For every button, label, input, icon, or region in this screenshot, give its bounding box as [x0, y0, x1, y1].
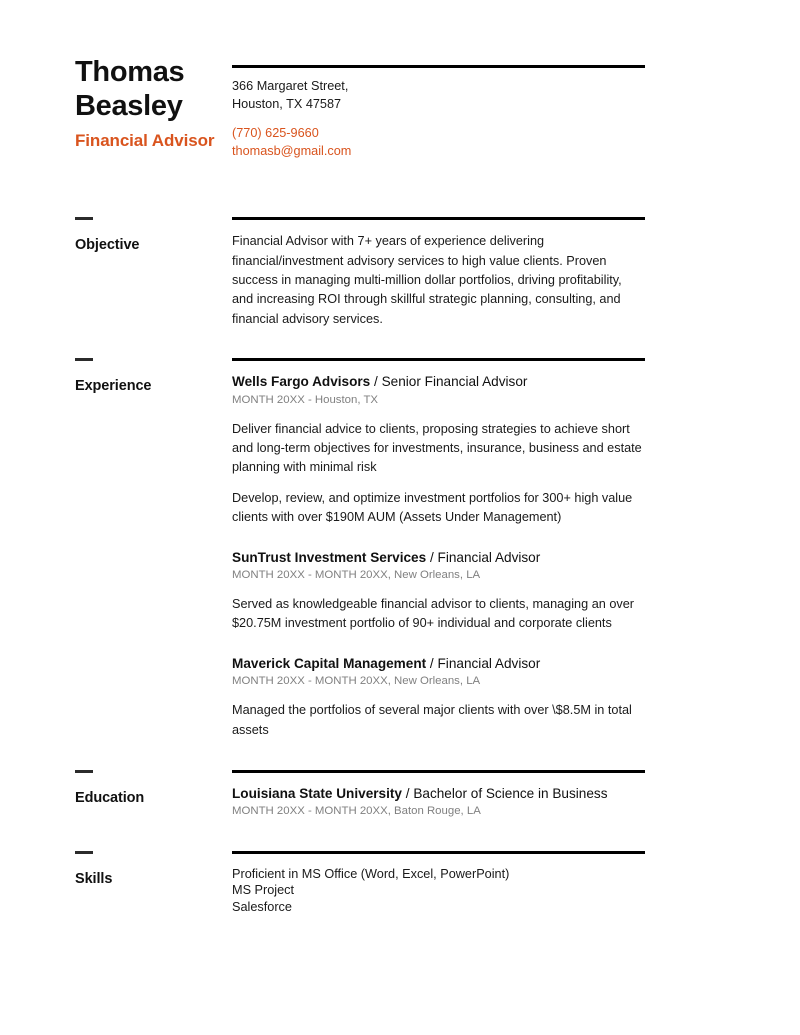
phone-number[interactable]: (770) 625-9660: [232, 125, 319, 140]
address-line-2: Houston, TX 47587: [232, 97, 342, 112]
entry-organization: Maverick Capital Management: [232, 655, 427, 671]
section-dash-icon: [75, 217, 93, 220]
objective-text: Financial Advisor with 7+ years of experience delivering financial/investment advisory services to high value clients. Proven success in managing multi-million dollar portfolios, driving profitability, and increasing ROI through skillful strategic planning, consulting, and financial advisory services.: [232, 234, 622, 326]
entry-heading: [232, 785, 645, 803]
entry-meta: MONTH 20XX - MONTH 20XX, New Orleans, LA: [232, 569, 481, 581]
experience-entry: [232, 373, 645, 527]
objective-label: Objective: [75, 237, 140, 254]
entry-separator: /: [426, 549, 438, 565]
education-label-column: [0, 770, 232, 806]
objective-label-column: [0, 217, 232, 253]
skills-content: [232, 851, 645, 914]
education-entry: [232, 785, 645, 820]
entry-paragraph: Managed the portfolios of several major clients with over \$8.5M in total assets: [232, 703, 632, 737]
skills-label: Skills: [75, 871, 113, 888]
entry-separator: /: [426, 655, 438, 671]
candidate-name: Thomas Beasley: [75, 56, 185, 122]
objective-content: [232, 217, 645, 329]
section-dash-icon: [75, 358, 93, 361]
resume-header: [0, 0, 800, 160]
entry-organization: Louisiana State University: [232, 785, 402, 801]
entry-meta: MONTH 20XX - MONTH 20XX, Baton Rouge, LA: [232, 805, 481, 818]
candidate-job-title: Financial Advisor: [75, 130, 215, 150]
email-address[interactable]: thomasb@gmail.com: [232, 143, 352, 158]
experience-entry: [232, 549, 645, 634]
section-education: [0, 770, 800, 820]
section-experience: [0, 358, 800, 740]
entry-separator: /: [370, 374, 382, 390]
experience-rule: [232, 358, 645, 361]
entry-role: Senior Financial Advisor: [381, 374, 528, 390]
experience-label-column: [0, 358, 232, 394]
entry-paragraph: Develop, review, and optimize investment portfolios for 300+ high value clients with over $190M AUM (Assets Under Management): [232, 490, 633, 525]
education-rule: [232, 770, 645, 773]
entry-organization: SunTrust Investment Services: [232, 549, 427, 565]
entry-heading: [232, 373, 645, 391]
entry-paragraph: Deliver financial advice to clients, proposing strategies to achieve short and long-term objectives for investments, insurance, business and estate planning with minimal risk: [232, 421, 642, 475]
entry-organization: Wells Fargo Advisors: [232, 374, 371, 390]
experience-entry: [232, 655, 645, 740]
entry-role: Financial Advisor: [437, 655, 541, 671]
entry-heading: [232, 655, 645, 673]
skill-item: Salesforce: [232, 899, 292, 914]
entry-role: Bachelor of Science in Business: [413, 785, 608, 801]
entry-paragraph: Served as knowledgeable financial advisor to clients, managing an over $20.75M investment portfolio of 90+ individual and corporate clients: [232, 596, 635, 631]
address-line-1: 366 Margaret Street,: [232, 79, 349, 93]
section-skills: [0, 851, 800, 914]
education-content: [232, 770, 645, 820]
entry-meta: MONTH 20XX - Houston, TX: [232, 393, 379, 406]
contact-spacer: [232, 114, 645, 124]
entry-heading: [232, 549, 645, 567]
objective-rule: [232, 217, 645, 220]
section-dash-icon: [75, 851, 93, 854]
entry-spacer: [232, 528, 645, 549]
education-label: Education: [75, 789, 145, 806]
section-objective: [0, 217, 800, 329]
entry-spacer: [232, 634, 645, 655]
experience-label: Experience: [75, 378, 152, 395]
skills-rule: [232, 851, 645, 854]
experience-content: [232, 358, 645, 740]
contact-block: [232, 68, 645, 160]
header-contact: [232, 56, 645, 160]
entry-meta: MONTH 20XX - MONTH 20XX, New Orleans, LA: [232, 675, 481, 688]
section-dash-icon: [75, 770, 93, 773]
skills-label-column: [0, 851, 232, 887]
skill-item: MS Project: [232, 883, 295, 898]
entry-separator: /: [401, 785, 414, 801]
header-identity: [0, 56, 232, 151]
skill-item: Proficient in MS Office (Word, Excel, PowerPoint): [232, 867, 510, 882]
entry-role: Financial Advisor: [437, 549, 541, 565]
